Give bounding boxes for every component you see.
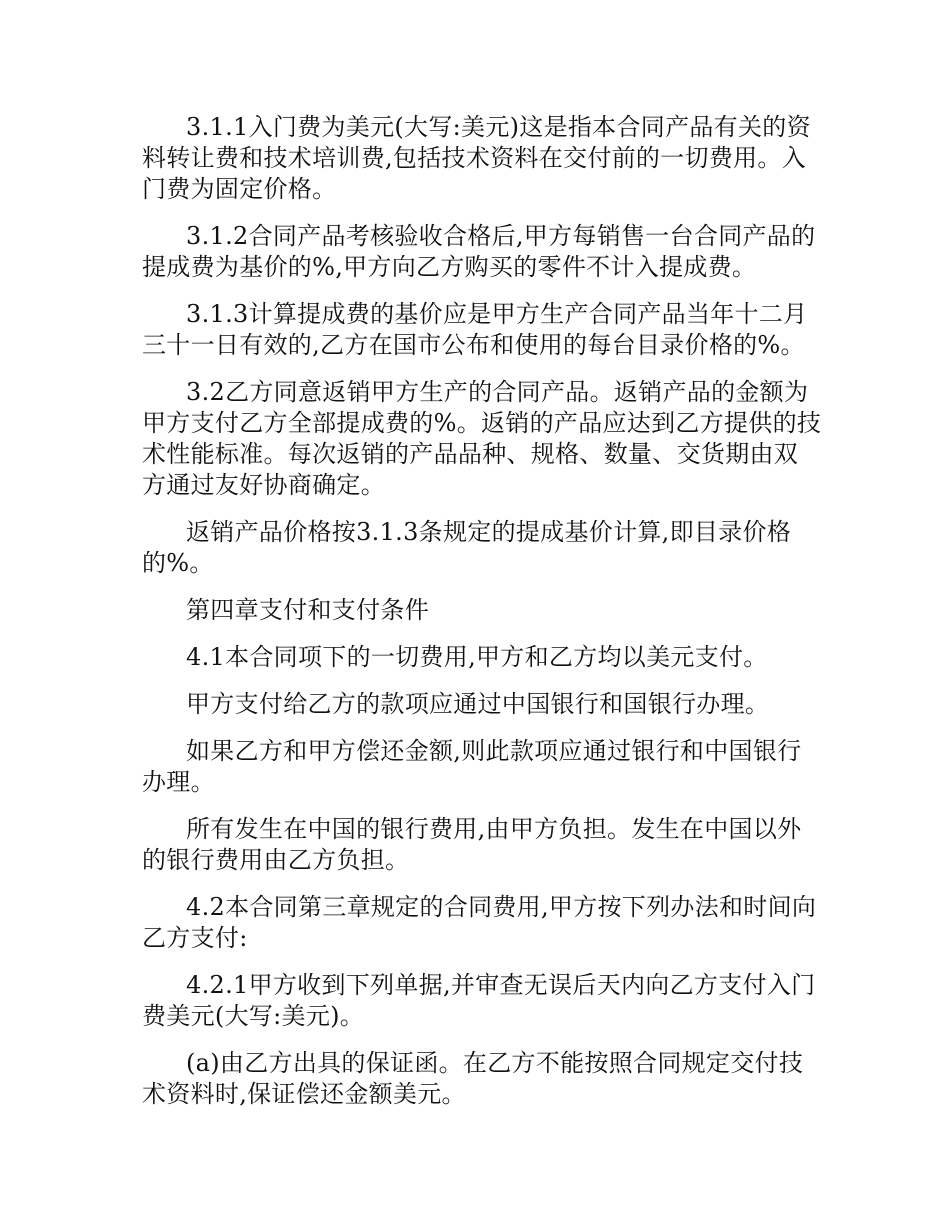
bank-fees-paragraph: 所有发生在中国的银行费用,由甲方负担。发生在中国以外的银行费用由乙方负担。 [142, 815, 802, 874]
clause-3-1-3: 3.1.3计算提成费的基价应是甲方生产合同产品当年十二月三十一日有效的,乙方在国市公布和使用的每台目录价格的%。 [142, 300, 808, 359]
clause-4-1: 4.1本合同项下的一切费用,甲方和乙方均以美元支付。 [186, 643, 768, 671]
clause-3-1-1: 3.1.1入门费为美元(大写:美元)这是指本合同产品有关的资料转让费和技术培训费,包括技术资料在交付前的一切费用。入门费为固定价格。 [142, 113, 811, 203]
chapter-4-heading: 第四章支付和支付条件 [186, 596, 429, 624]
buyback-price-paragraph: 返销产品价格按3.1.3条规定的提成基价计算,即目录价格的%。 [142, 518, 792, 577]
clause-4-2: 4.2本合同第三章规定的合同费用,甲方按下列办法和时间向乙方支付: [142, 893, 817, 952]
payment-bank-paragraph: 甲方支付给乙方的款项应通过中国银行和国银行办理。 [186, 690, 770, 718]
document-body [142, 112, 822, 1126]
clause-4-2-1: 4.2.1甲方收到下列单据,并审查无误后天内向乙方支付入门费美元(大写:美元)。 [142, 971, 816, 1030]
clause-4-2-1-a: (a)由乙方出具的保证函。在乙方不能按照合同规定交付技术资料时,保证偿还金额美元。 [142, 1049, 804, 1108]
clause-3-1-2: 3.1.2合同产品考核验收合格后,甲方每销售一台合同产品的提成费为基价的%,甲方向乙方购买的零件不计入提成费。 [142, 222, 816, 281]
clause-3-2: 3.2乙方同意返销甲方生产的合同产品。返销产品的金额为甲方支付乙方全部提成费的%。返销的产品应达到乙方提供的技术性能标准。每次返销的产品品种、规格、数量、交货期由双方通过友好协商确定。 [142, 378, 822, 499]
repayment-bank-paragraph: 如果乙方和甲方偿还金额,则此款项应通过银行和中国银行办理。 [142, 737, 802, 796]
